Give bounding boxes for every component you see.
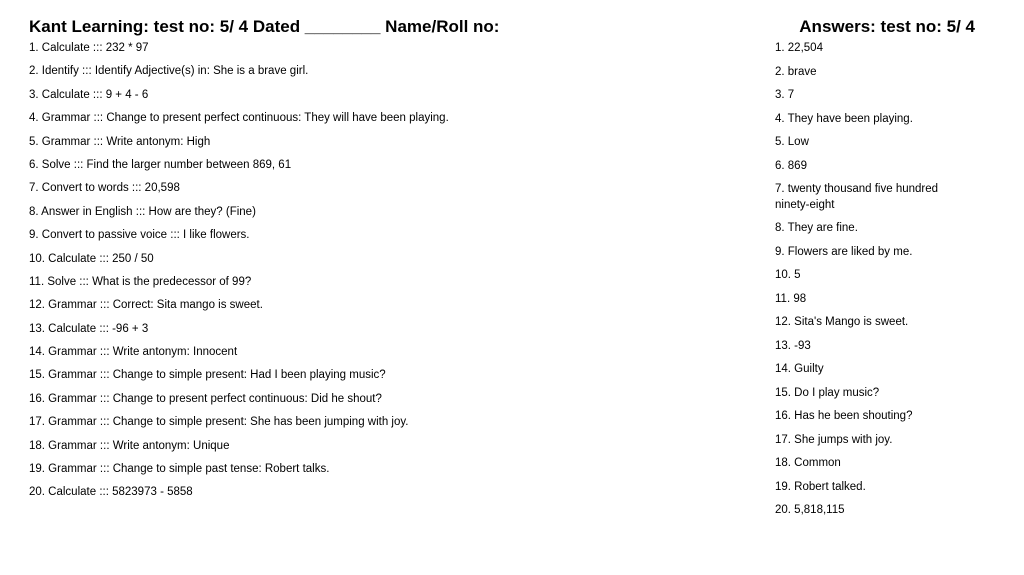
answer-item: 6. 869 [775, 159, 807, 172]
question-item: 8. Answer in English ::: How are they? (Fine) [29, 205, 256, 218]
question-item: 7. Convert to words ::: 20,598 [29, 182, 180, 195]
answer-list [775, 41, 975, 519]
question-item: 6. Solve ::: Find the larger number between 869, 61 [29, 158, 292, 171]
question-item: 1. Calculate ::: 232 * 97 [29, 42, 149, 54]
question-item: 2. Identify ::: Identify Adjective(s) in: She is a brave girl. [29, 65, 309, 78]
question-item: 5. Grammar ::: Write antonym: High [29, 135, 211, 148]
answer-item: 1. 22,504 [775, 42, 823, 54]
question-item: 14. Grammar ::: Write antonym: Innocent [29, 346, 238, 359]
answers-heading: Answers: test no: 5/ 4 [799, 17, 975, 36]
question-item: 13. Calculate ::: -96 + 3 [29, 322, 149, 335]
question-item: 19. Grammar ::: Change to simple past tense: Robert talks. [29, 463, 330, 476]
question-item: 12. Grammar ::: Correct: Sita mango is sweet. [29, 299, 263, 312]
answer-item: 8. They are fine. [775, 222, 858, 234]
questions-heading: Kant Learning: test no: 5/ 4 Dated ________ Name/Roll no: [29, 17, 500, 36]
question-item: 17. Grammar ::: Change to simple present: She has been jumping with joy. [29, 416, 409, 429]
answer-item: 19. Robert talked. [775, 480, 866, 493]
question-item: 20. Calculate ::: 5823973 - 5858 [29, 486, 193, 499]
answer-item: 12. Sita's Mango is sweet. [775, 316, 909, 328]
answer-item: 2. brave [775, 65, 817, 78]
question-item: 4. Grammar ::: Change to present perfect continuous: They will have been playing. [29, 112, 449, 125]
answer-item: 18. Common [775, 457, 841, 469]
answer-item: 16. Has he been shouting? [775, 410, 913, 422]
question-item: 11. Solve ::: What is the predecessor of 99? [29, 275, 252, 288]
answer-item: 5. Low [775, 136, 809, 148]
answer-item: 11. 98 [775, 292, 807, 305]
answer-item: 4. They have been playing. [775, 112, 913, 125]
question-item: 16. Grammar ::: Change to present perfect continuous: Did he shout? [29, 392, 382, 405]
answer-item: 20. 5,818,115 [775, 504, 845, 516]
questions-panel [29, 16, 749, 509]
answer-item: 14. Guilty [775, 363, 824, 375]
question-item: 15. Grammar ::: Change to simple present: Had I been playing music? [29, 369, 386, 382]
question-item: 3. Calculate ::: 9 + 4 - 6 [29, 88, 149, 101]
question-item: 10. Calculate ::: 250 / 50 [29, 252, 154, 265]
answer-item: 10. 5 [775, 269, 801, 281]
answers-panel [775, 16, 975, 527]
answer-item: 3. 7 [775, 89, 795, 101]
answer-item: 7. twenty thousand five hundred ninety-eight [775, 183, 939, 211]
answer-item: 15. Do I play music? [775, 386, 880, 399]
answer-item: 13. -93 [775, 339, 811, 352]
answer-item: 17. She jumps with joy. [775, 433, 893, 446]
answer-item: 9. Flowers are liked by me. [775, 245, 913, 258]
question-list [29, 41, 749, 500]
question-item: 9. Convert to passive voice ::: I like flowers. [29, 229, 250, 242]
question-item: 18. Grammar ::: Write antonym: Unique [29, 439, 230, 452]
